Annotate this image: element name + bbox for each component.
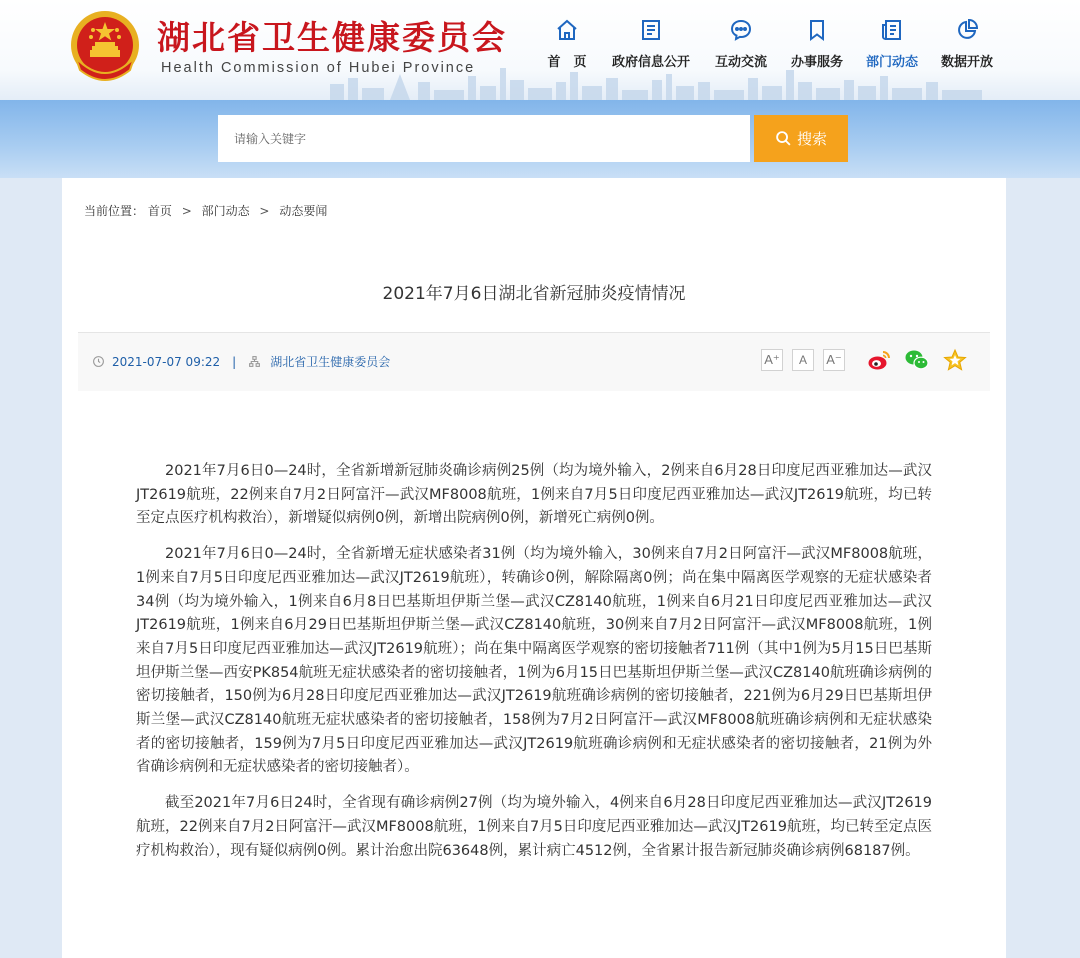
bookmark-icon (805, 18, 829, 42)
font-reset-button[interactable]: A (792, 349, 814, 371)
nav-label: 互动交流 (714, 55, 767, 70)
national-emblem-logo (66, 8, 144, 86)
site-title: 湖北省卫生健康委员会 (157, 18, 507, 57)
main-nav (535, 16, 1005, 86)
article-source: 湖北省卫生健康委员会 (270, 355, 391, 369)
favorite-star-icon[interactable] (942, 347, 968, 373)
nav-item-home[interactable] (521, 16, 613, 82)
home-icon (555, 18, 579, 42)
font-increase-button[interactable]: A⁺ (761, 349, 783, 371)
font-size-controls (761, 349, 845, 371)
wechat-icon[interactable] (904, 347, 930, 373)
nav-item-gov-info[interactable] (605, 16, 697, 82)
font-decrease-button[interactable]: A⁻ (823, 349, 845, 371)
nav-label: 首 页 (547, 55, 587, 70)
clock-icon (92, 355, 105, 368)
breadcrumb-item-dept-news[interactable]: 部门动态 (201, 204, 250, 218)
organization-icon (248, 355, 261, 368)
publish-date: 2021-07-07 09:22 (112, 354, 221, 369)
document-icon (639, 18, 663, 42)
breadcrumb-separator: > (259, 204, 270, 218)
share-buttons (866, 347, 968, 373)
nav-label: 数据开放 (940, 55, 993, 70)
breadcrumb-separator: > (181, 204, 192, 218)
article-paragraph: 截至2021年7月6日24时，全省现有确诊病例27例（均为境外输入，4例来自6月28日印度尼西亚雅加达—武汉JT2619航班，22例来自7月2日阿富汗—武汉MF8008航班，1例来自7月5日印度尼西亚雅加达—武汉JT2619航班，均已转至定点医疗机构救治），现有疑似病例0例。累计治愈出院63648例，累计病亡4512例，全省累计报告新冠肺炎确诊病例68187例。 (136, 795, 932, 859)
search-input[interactable] (218, 115, 750, 162)
nav-item-open-data[interactable] (921, 16, 1013, 82)
meta-divider: | (232, 354, 237, 369)
site-subtitle: Health Commission of Hubei Province (161, 60, 476, 76)
nav-label: 办事服务 (790, 55, 843, 70)
search-button-label: 搜索 (796, 130, 827, 148)
site-header (0, 0, 1080, 100)
article-body (136, 460, 932, 875)
breadcrumb-item-home[interactable]: 首页 (147, 204, 172, 218)
article-meta (92, 353, 390, 370)
breadcrumb (84, 202, 327, 219)
breadcrumb-item-headlines[interactable]: 动态要闻 (279, 204, 328, 218)
weibo-icon[interactable] (866, 347, 892, 373)
nav-label: 部门动态 (865, 55, 918, 70)
nav-label: 政府信息公开 (611, 55, 690, 70)
chat-bubble-icon (729, 18, 753, 42)
article-title: 2021年7月6日湖北省新冠肺炎疫情情况 (382, 284, 686, 304)
article-paragraph: 2021年7月6日0—24时，全省新增新冠肺炎确诊病例25例（均为境外输入，2例来自6月28日印度尼西亚雅加达—武汉JT2619航班，22例来自7月2日阿富汗—武汉MF8008航班，1例来自7月5日印度尼西亚雅加达—武汉JT2619航班，均已转至定点医疗机构救治），新增疑似病例0例，新增出院病例0例，新增死亡病例0例。 (136, 463, 932, 527)
article-paragraph: 2021年7月6日0—24时，全省新增无症状感染者31例（均为境外输入，30例来自7月2日阿富汗—武汉MF8008航班，1例来自7月5日印度尼西亚雅加达—武汉JT2619航班），转确诊0例，解除隔离0例；尚在集中隔离医学观察的无症状感染者34例（均为境外输入，1例来自6月8日巴基斯坦伊斯兰堡—武汉CZ8140航班，1例来自6月21日印度尼西亚雅加达—武汉JT2619航班，1例来自6月29日巴基斯坦伊斯兰堡—武汉CZ8140航班，30例来自7月2日阿富汗—武汉MF8008航班，1例来自7月5日印度尼西亚雅加达—武汉JT2619航班）；尚在集中隔离医学观察的密切接触者711例（其中1例为5月15日巴基斯坦伊斯兰堡—西安PK854航班无症状感染者的密切接触者，1例为6月15日巴基斯坦伊斯兰堡—武汉CZ8140航班确诊病例的密切接触者，150例为6月28日印度尼西亚雅加达—武汉JT2619航班确诊病例的密切接触者，221例为6月29日巴基斯坦伊斯兰堡—武汉CZ8140航班无症状感染者的密切接触者，158例为7月2日阿富汗—武汉MF8008航班确诊病例和无症状感染者的密切接触者，159例为7月5日印度尼西亚雅加达—武汉JT2619航班确诊病例和无症状感染者的密切接触者，21例为外省确诊病例和无症状感染者的密切接触者）。 (136, 546, 932, 776)
search-button[interactable] (754, 115, 848, 162)
search-icon (775, 130, 792, 147)
pie-chart-icon (955, 18, 979, 42)
breadcrumb-prefix: 当前位置： (84, 204, 145, 218)
news-icon (880, 18, 904, 42)
